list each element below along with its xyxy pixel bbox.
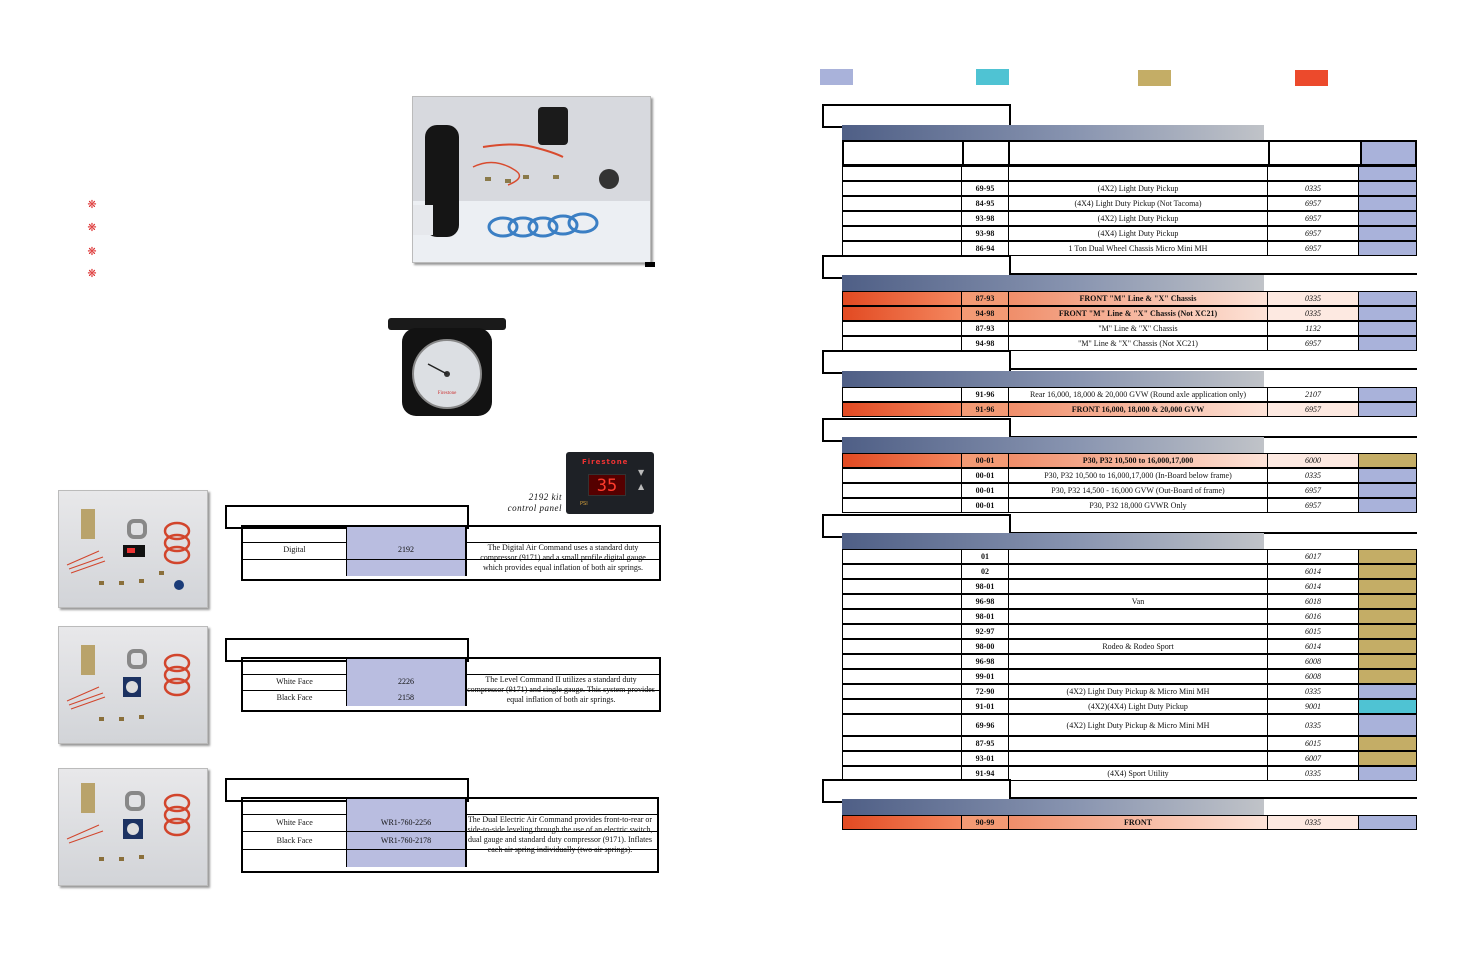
years-cell: 92-97 — [962, 625, 1009, 638]
panel-caption-line2: control panel — [507, 503, 562, 513]
compressor-kit-photo — [412, 96, 651, 263]
table-header-row — [842, 140, 1417, 166]
model-cell: (4X4) Sport Utility — [1009, 767, 1268, 780]
panel-caption-line1: 2192 kit — [528, 492, 562, 502]
application-cell — [843, 212, 962, 225]
color-code-cell — [1359, 752, 1416, 765]
application-cell — [843, 595, 962, 608]
years-cell: 98-01 — [962, 580, 1009, 593]
arrow-down-icon[interactable]: ▼ — [638, 468, 645, 477]
model-cell: "M" Line & "X" Chassis (Not XC21) — [1009, 337, 1268, 350]
table-row — [842, 306, 1417, 321]
years-cell: 94-98 — [962, 337, 1009, 350]
part-number-cell: 6014 — [1268, 580, 1359, 593]
model-cell — [1009, 737, 1268, 750]
color-code-cell — [1359, 640, 1416, 653]
years-cell: 87-93 — [962, 292, 1009, 305]
color-code-cell — [1359, 292, 1416, 305]
model-cell: (4X4) Light Duty Pickup (Not Tacoma) — [1009, 197, 1268, 210]
section-header-bar — [842, 533, 1264, 549]
color-code-cell — [1359, 499, 1416, 512]
color-code-cell — [1359, 227, 1416, 240]
color-code-cell — [1359, 700, 1416, 713]
part-number-cell: 6014 — [1268, 565, 1359, 578]
table-row — [842, 579, 1417, 594]
application-cell — [843, 197, 962, 210]
years-cell: 02 — [962, 565, 1009, 578]
application-cell — [843, 337, 962, 350]
years-cell — [962, 167, 1009, 180]
color-code-cell — [1359, 685, 1416, 698]
color-code-cell — [1359, 625, 1416, 638]
model-cell: P30, P32 14,500 - 16,000 GVW (Out-Board of frame) — [1009, 484, 1268, 497]
model-cell — [1009, 580, 1268, 593]
part-number-cell: 6957 — [1268, 242, 1359, 255]
part-number-cell: 6017 — [1268, 550, 1359, 563]
kit-label: White Face — [243, 814, 347, 831]
application-cell — [843, 322, 962, 335]
years-cell: 69-95 — [962, 182, 1009, 195]
model-cell: "M" Line & "X" Chassis — [1009, 322, 1268, 335]
part-number-cell: 6015 — [1268, 625, 1359, 638]
years-cell: 94-98 — [962, 307, 1009, 320]
bullet-icon: ❋ — [87, 198, 97, 211]
part-number-cell: 6018 — [1268, 595, 1359, 608]
application-cell — [843, 625, 962, 638]
model-cell: Rear 16,000, 18,000 & 20,000 GVW (Round axle application only) — [1009, 388, 1268, 401]
application-cell — [843, 640, 962, 653]
kit-photo-digital — [58, 490, 208, 608]
color-code-cell — [1359, 454, 1416, 467]
table-row — [842, 453, 1417, 468]
years-cell: 91-94 — [962, 767, 1009, 780]
model-cell: P30, P32 10,500 to 16,000,17,000 (In-Board below frame) — [1009, 469, 1268, 482]
kit-table-dual-electric — [241, 797, 659, 873]
model-cell: FRONT "M" Line & "X" Chassis (Not XC21) — [1009, 307, 1268, 320]
table-row — [842, 291, 1417, 306]
table-row — [842, 654, 1417, 669]
years-cell: 93-01 — [962, 752, 1009, 765]
part-number-cell: 6000 — [1268, 454, 1359, 467]
part-number-cell: 6008 — [1268, 670, 1359, 683]
years-cell: 00-01 — [962, 469, 1009, 482]
table-row — [842, 226, 1417, 241]
table-row — [842, 594, 1417, 609]
model-cell: P30, P32 18,000 GVWR Only — [1009, 499, 1268, 512]
table-row — [842, 387, 1417, 402]
years-cell: 72-90 — [962, 685, 1009, 698]
part-number-cell: 9001 — [1268, 700, 1359, 713]
table-row — [842, 166, 1417, 181]
years-cell: 96-98 — [962, 595, 1009, 608]
model-cell — [1009, 655, 1268, 668]
table-row — [842, 336, 1417, 351]
table-row — [842, 736, 1417, 751]
table-row — [842, 751, 1417, 766]
model-cell: 1 Ton Dual Wheel Chassis Micro Mini MH — [1009, 242, 1268, 255]
years-cell: 84-95 — [962, 197, 1009, 210]
application-cell — [843, 670, 962, 683]
part-number-cell: 0335 — [1268, 469, 1359, 482]
model-cell: (4X4) Light Duty Pickup — [1009, 227, 1268, 240]
color-code-cell — [1359, 469, 1416, 482]
application-cell — [843, 565, 962, 578]
table-row — [842, 402, 1417, 417]
part-number-cell: 6015 — [1268, 737, 1359, 750]
model-cell: Rodeo & Rodeo Sport — [1009, 640, 1268, 653]
model-cell: FRONT 16,000, 18,000 & 20,000 GVW — [1009, 403, 1268, 416]
part-number-cell: 2107 — [1268, 388, 1359, 401]
analog-gauge — [388, 318, 506, 416]
part-number-cell: 6957 — [1268, 499, 1359, 512]
years-cell: 00-01 — [962, 454, 1009, 467]
model-cell: P30, P32 10,500 to 16,000,17,000 — [1009, 454, 1268, 467]
application-cell — [843, 685, 962, 698]
table-row — [842, 609, 1417, 624]
years-cell: 86-94 — [962, 242, 1009, 255]
kit-photo-dual-electric — [58, 768, 208, 886]
color-code-cell — [1359, 580, 1416, 593]
years-cell: 01 — [962, 550, 1009, 563]
kit-description: The Level Command II utilizes a standard duty compressor (9171) and single gauge. This system provides equal inflation of both air springs. — [467, 675, 655, 704]
table-row — [842, 684, 1417, 699]
part-number-cell: 6957 — [1268, 212, 1359, 225]
part-number-cell: 6957 — [1268, 484, 1359, 497]
table-row — [842, 669, 1417, 684]
color-code-cell — [1359, 565, 1416, 578]
years-cell: 87-95 — [962, 737, 1009, 750]
kit-description: The Digital Air Command uses a standard duty compressor (9171) and a small profile digital gauge which provides equal inflation of both air springs. — [480, 543, 646, 572]
kit-part-number: 2192 — [347, 542, 467, 559]
table-row — [842, 181, 1417, 196]
application-cell — [843, 167, 962, 180]
part-number-cell: 0335 — [1268, 767, 1359, 780]
legend-swatch-orange — [1295, 70, 1328, 86]
application-cell — [843, 403, 962, 416]
part-number-cell: 6007 — [1268, 752, 1359, 765]
years-cell: 99-01 — [962, 670, 1009, 683]
application-cell — [843, 307, 962, 320]
table-row — [842, 714, 1417, 736]
kit-description: The Dual Electric Air Command provides front-to-rear or side-to-side leveling through the use of an electric switch, dual gauge and standard duty compressor (9171). Inflates each air spring individually (two air springs). — [467, 815, 653, 854]
part-number-cell: 6957 — [1268, 403, 1359, 416]
table-row — [842, 483, 1417, 498]
years-cell: 69-96 — [962, 715, 1009, 735]
model-cell — [1009, 167, 1268, 180]
application-cell — [843, 388, 962, 401]
years-cell: 00-01 — [962, 484, 1009, 497]
model-cell: (4X2) Light Duty Pickup — [1009, 212, 1268, 225]
years-cell: 98-01 — [962, 610, 1009, 623]
color-code-cell — [1359, 403, 1416, 416]
years-cell: 91-96 — [962, 403, 1009, 416]
kit-table-digital — [241, 525, 661, 581]
table-row — [842, 549, 1417, 564]
application-cell — [843, 292, 962, 305]
digital-panel-brand: Firestone — [582, 458, 629, 466]
application-cell — [843, 484, 962, 497]
years-cell: 00-01 — [962, 499, 1009, 512]
model-cell: FRONT — [1009, 816, 1268, 829]
digital-panel-display — [588, 474, 626, 496]
table-row — [842, 699, 1417, 714]
part-number-cell: 6014 — [1268, 640, 1359, 653]
color-code-cell — [1359, 715, 1416, 735]
kit-table-level-command — [241, 657, 661, 712]
part-number-cell: 0335 — [1268, 816, 1359, 829]
color-code-cell — [1359, 182, 1416, 195]
table-row — [842, 241, 1417, 256]
model-cell: (4X2) Light Duty Pickup — [1009, 182, 1268, 195]
years-cell: 91-01 — [962, 700, 1009, 713]
table-row — [842, 468, 1417, 483]
table-row — [842, 321, 1417, 336]
part-number-cell: 0335 — [1268, 685, 1359, 698]
arrow-up-icon[interactable]: ▲ — [638, 482, 645, 491]
years-cell: 93-98 — [962, 212, 1009, 225]
application-cell — [843, 816, 962, 829]
part-number-cell: 6957 — [1268, 337, 1359, 350]
application-cell — [843, 715, 962, 735]
years-cell: 91-96 — [962, 388, 1009, 401]
years-cell: 87-93 — [962, 322, 1009, 335]
digital-value: 35 — [596, 476, 618, 496]
application-cell — [843, 550, 962, 563]
part-number-cell: 6008 — [1268, 655, 1359, 668]
color-code-cell — [1359, 550, 1416, 563]
model-cell: (4X2) Light Duty Pickup & Micro Mini MH — [1009, 685, 1268, 698]
part-number-cell: 0335 — [1268, 292, 1359, 305]
color-code-cell — [1359, 816, 1416, 829]
bullet-icon: ❋ — [87, 221, 97, 234]
kit-part-number: WR1-760-2256 — [347, 814, 467, 831]
legend-swatch-teal — [976, 69, 1009, 85]
years-cell: 98-00 — [962, 640, 1009, 653]
section-header-bar — [842, 275, 1264, 291]
color-code-cell — [1359, 595, 1416, 608]
kit-label: Black Face — [243, 690, 347, 706]
color-code-cell — [1359, 212, 1416, 225]
application-cell — [843, 242, 962, 255]
table-row — [842, 196, 1417, 211]
color-code-cell — [1359, 322, 1416, 335]
kit-part-number: 2226 — [347, 674, 467, 690]
application-cell — [843, 469, 962, 482]
part-number-cell: 6957 — [1268, 197, 1359, 210]
model-cell — [1009, 565, 1268, 578]
application-cell — [843, 580, 962, 593]
model-cell: (4X2)(4X4) Light Duty Pickup — [1009, 700, 1268, 713]
application-cell — [843, 610, 962, 623]
part-number-cell: 0335 — [1268, 715, 1359, 735]
years-cell: 96-98 — [962, 655, 1009, 668]
kit-photo-level-command — [58, 626, 208, 744]
part-number-cell: 6016 — [1268, 610, 1359, 623]
kit-label: Digital — [243, 542, 347, 559]
color-code-cell — [1359, 167, 1416, 180]
kit-part-number: 2158 — [347, 690, 467, 706]
kit-label: Black Face — [243, 832, 347, 849]
gauge-brand: Firestone — [437, 391, 457, 396]
part-number-cell — [1268, 167, 1359, 180]
part-number-cell: 0335 — [1268, 182, 1359, 195]
color-code-cell — [1359, 307, 1416, 320]
section-header-bar — [842, 125, 1264, 141]
section-header-bar — [842, 371, 1264, 387]
color-code-cell — [1359, 337, 1416, 350]
part-number-cell: 0335 — [1268, 307, 1359, 320]
model-cell — [1009, 550, 1268, 563]
kit-part-number: WR1-760-2178 — [347, 832, 467, 849]
color-code-cell — [1359, 197, 1416, 210]
bullet-icon: ❋ — [87, 245, 97, 258]
model-cell — [1009, 625, 1268, 638]
kit-label: White Face — [243, 674, 347, 690]
model-cell: FRONT "M" Line & "X" Chassis — [1009, 292, 1268, 305]
model-cell — [1009, 670, 1268, 683]
legend-swatch-tan — [1138, 70, 1171, 86]
model-cell: (4X2) Light Duty Pickup & Micro Mini MH — [1009, 715, 1268, 735]
part-number-cell: 6957 — [1268, 227, 1359, 240]
table-row — [842, 639, 1417, 654]
table-row — [842, 624, 1417, 639]
color-code-cell — [1359, 737, 1416, 750]
color-code-cell — [1359, 484, 1416, 497]
color-code-cell — [1359, 610, 1416, 623]
years-cell: 93-98 — [962, 227, 1009, 240]
digital-control-panel — [566, 452, 654, 514]
table-row — [842, 564, 1417, 579]
application-cell — [843, 737, 962, 750]
years-cell: 90-99 — [962, 816, 1009, 829]
table-row — [842, 211, 1417, 226]
table-row — [842, 498, 1417, 513]
model-cell — [1009, 752, 1268, 765]
section-header-bar — [842, 437, 1264, 453]
color-code-cell — [1359, 388, 1416, 401]
section-header-bar — [842, 799, 1264, 815]
model-cell — [1009, 610, 1268, 623]
application-cell — [843, 499, 962, 512]
digital-panel-unit: PSI — [580, 501, 588, 507]
photo-marker — [645, 262, 655, 267]
table-row — [842, 815, 1417, 830]
bullet-icon: ❋ — [87, 267, 97, 280]
color-code-cell — [1359, 242, 1416, 255]
application-cell — [843, 227, 962, 240]
model-cell: Van — [1009, 595, 1268, 608]
application-cell — [843, 700, 962, 713]
color-code-cell — [1359, 767, 1416, 780]
application-cell — [843, 752, 962, 765]
color-code-cell — [1359, 655, 1416, 668]
application-cell — [843, 655, 962, 668]
part-number-cell: 1132 — [1268, 322, 1359, 335]
application-cell — [843, 182, 962, 195]
color-code-cell — [1359, 670, 1416, 683]
application-cell — [843, 454, 962, 467]
legend-swatch-periwinkle — [820, 69, 853, 85]
